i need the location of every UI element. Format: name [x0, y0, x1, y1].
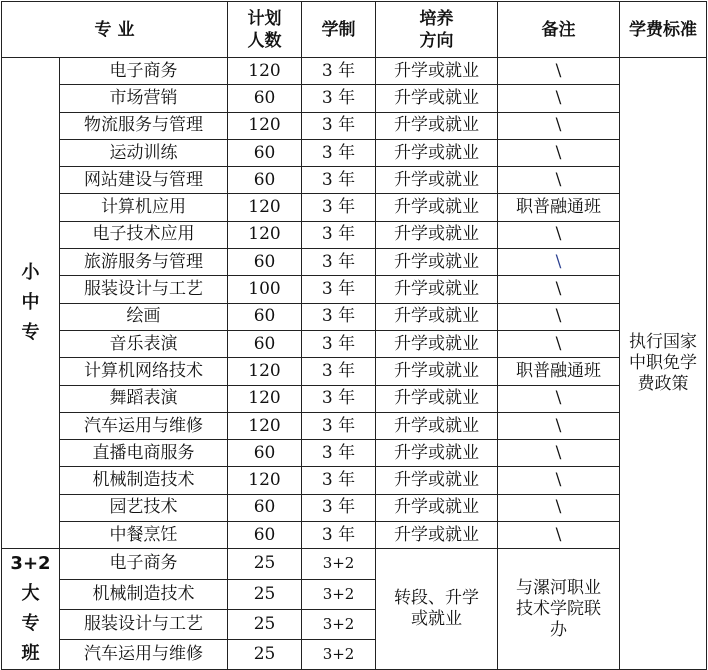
direction-cell: 升学或就业 [376, 385, 498, 412]
direction-cell: 升学或就业 [376, 440, 498, 467]
remark-cell: \ [498, 276, 620, 303]
group-label-college [2, 549, 60, 670]
remark-cell: \ [498, 440, 620, 467]
group-label-char: 3+2 [10, 553, 51, 575]
remark-cell-merged [498, 549, 620, 670]
major-cell: 机械制造技术 [60, 579, 228, 609]
group-label-char: 专 [21, 322, 40, 344]
direction-cell: 升学或就业 [376, 522, 498, 549]
direction-cell-merged [376, 549, 498, 670]
plan-cell: 60 [228, 440, 302, 467]
remark-cell: \ [498, 249, 620, 276]
table-row [2, 385, 707, 412]
direction-cell: 升学或就业 [376, 467, 498, 494]
tuition-cell [620, 58, 707, 670]
remark-line: 技术学院联 [516, 598, 602, 619]
remark-cell: \ [498, 167, 620, 194]
major-cell: 运动训练 [60, 139, 228, 166]
table-row [2, 412, 707, 439]
major-cell: 园艺技术 [60, 494, 228, 521]
plan-cell: 25 [228, 549, 302, 579]
direction-cell: 升学或就业 [376, 303, 498, 330]
remark-cell: \ [498, 330, 620, 357]
enrollment-table [1, 1, 707, 670]
remark-cell: \ [498, 467, 620, 494]
years-cell: 3+2 [302, 549, 376, 579]
years-cell: 3+2 [302, 609, 376, 639]
years-cell: 3 年 [302, 85, 376, 112]
direction-line: 转段、升学 [394, 588, 480, 609]
remark-line: 与漯河职业 [516, 577, 602, 598]
years-cell: 3+2 [302, 579, 376, 609]
direction-cell: 升学或就业 [376, 112, 498, 139]
plan-cell: 25 [228, 609, 302, 639]
plan-cell: 120 [228, 467, 302, 494]
direction-cell: 升学或就业 [376, 194, 498, 221]
table-row [2, 112, 707, 139]
major-cell: 汽车运用与维修 [60, 640, 228, 670]
remark-cell: \ [498, 522, 620, 549]
group-label-char: 中 [21, 292, 40, 314]
group-label-char: 专 [21, 613, 40, 635]
years-cell: 3 年 [302, 167, 376, 194]
years-cell: 3 年 [302, 358, 376, 385]
plan-cell: 25 [228, 579, 302, 609]
plan-cell: 100 [228, 276, 302, 303]
major-cell: 电子技术应用 [60, 221, 228, 248]
table-row [2, 522, 707, 549]
plan-cell: 120 [228, 194, 302, 221]
group-label-secondary [2, 58, 60, 549]
table-row [2, 58, 707, 85]
plan-cell: 120 [228, 412, 302, 439]
group-label-char: 大 [21, 583, 40, 605]
table-row [2, 358, 707, 385]
years-cell: 3 年 [302, 440, 376, 467]
direction-cell: 升学或就业 [376, 139, 498, 166]
table-row [2, 194, 707, 221]
plan-cell: 120 [228, 221, 302, 248]
remark-cell: \ [498, 412, 620, 439]
major-cell: 服装设计与工艺 [60, 609, 228, 639]
tuition-line: 执行国家 [629, 332, 698, 353]
plan-cell: 60 [228, 330, 302, 357]
table-row [2, 139, 707, 166]
major-cell: 绘画 [60, 303, 228, 330]
direction-cell: 升学或就业 [376, 358, 498, 385]
years-cell: 3 年 [302, 412, 376, 439]
major-cell: 计算机应用 [60, 194, 228, 221]
table-row [2, 549, 707, 579]
years-cell: 3 年 [302, 330, 376, 357]
years-cell: 3 年 [302, 385, 376, 412]
years-cell: 3 年 [302, 58, 376, 85]
header-plan-line: 人数 [247, 30, 282, 51]
major-cell: 中餐烹饪 [60, 522, 228, 549]
remark-line: 办 [550, 619, 568, 640]
major-cell: 舞蹈表演 [60, 385, 228, 412]
major-cell: 网站建设与管理 [60, 167, 228, 194]
header-tuition: 学费标准 [620, 2, 707, 58]
years-cell: 3+2 [302, 640, 376, 670]
major-cell: 市场营销 [60, 85, 228, 112]
remark-cell: 职普融通班 [498, 194, 620, 221]
major-cell: 旅游服务与管理 [60, 249, 228, 276]
header-years: 学制 [302, 2, 376, 58]
header-plan [228, 2, 302, 58]
major-cell: 计算机网络技术 [60, 358, 228, 385]
table-row [2, 167, 707, 194]
plan-cell: 60 [228, 249, 302, 276]
group-label-char: 小 [21, 262, 40, 284]
direction-cell: 升学或就业 [376, 58, 498, 85]
plan-cell: 120 [228, 385, 302, 412]
direction-cell: 升学或就业 [376, 249, 498, 276]
direction-cell: 升学或就业 [376, 412, 498, 439]
direction-cell: 升学或就业 [376, 494, 498, 521]
remark-cell: 职普融通班 [498, 358, 620, 385]
header-plan-line: 计划 [247, 8, 282, 29]
plan-cell: 60 [228, 303, 302, 330]
table-row [2, 276, 707, 303]
years-cell: 3 年 [302, 221, 376, 248]
header-direction [376, 2, 498, 58]
plan-cell: 60 [228, 494, 302, 521]
remark-cell: \ [498, 139, 620, 166]
tuition-line: 中职免学 [629, 353, 698, 374]
plan-cell: 120 [228, 58, 302, 85]
direction-cell: 升学或就业 [376, 167, 498, 194]
remark-cell: \ [498, 385, 620, 412]
table-row [2, 85, 707, 112]
direction-cell: 升学或就业 [376, 276, 498, 303]
remark-cell: \ [498, 85, 620, 112]
major-cell: 汽车运用与维修 [60, 412, 228, 439]
table-row [2, 440, 707, 467]
header-direction-line: 方向 [419, 30, 454, 51]
major-cell: 直播电商服务 [60, 440, 228, 467]
plan-cell: 60 [228, 139, 302, 166]
years-cell: 3 年 [302, 467, 376, 494]
group-label-char: 班 [21, 643, 40, 665]
years-cell: 3 年 [302, 194, 376, 221]
tuition-line: 费政策 [637, 374, 689, 395]
major-cell: 机械制造技术 [60, 467, 228, 494]
header-direction-line: 培养 [419, 8, 454, 29]
direction-cell: 升学或就业 [376, 221, 498, 248]
plan-cell: 60 [228, 522, 302, 549]
direction-cell: 升学或就业 [376, 330, 498, 357]
direction-line: 或就业 [411, 609, 463, 630]
major-cell: 电子商务 [60, 58, 228, 85]
plan-cell: 60 [228, 85, 302, 112]
remark-cell: \ [498, 221, 620, 248]
plan-cell: 60 [228, 167, 302, 194]
header-remarks: 备注 [498, 2, 620, 58]
remark-cell: \ [498, 303, 620, 330]
plan-cell: 120 [228, 358, 302, 385]
years-cell: 3 年 [302, 522, 376, 549]
years-cell: 3 年 [302, 276, 376, 303]
years-cell: 3 年 [302, 112, 376, 139]
years-cell: 3 年 [302, 494, 376, 521]
table-row [2, 467, 707, 494]
table-row [2, 330, 707, 357]
plan-cell: 120 [228, 112, 302, 139]
remark-cell: \ [498, 112, 620, 139]
remark-cell: \ [498, 58, 620, 85]
table-row [2, 303, 707, 330]
table-row [2, 249, 707, 276]
major-cell: 音乐表演 [60, 330, 228, 357]
major-cell: 电子商务 [60, 549, 228, 579]
table-row [2, 221, 707, 248]
direction-cell: 升学或就业 [376, 85, 498, 112]
major-cell: 物流服务与管理 [60, 112, 228, 139]
major-cell: 服装设计与工艺 [60, 276, 228, 303]
remark-cell: \ [498, 494, 620, 521]
plan-cell: 25 [228, 640, 302, 670]
table-row [2, 494, 707, 521]
years-cell: 3 年 [302, 139, 376, 166]
header-major: 专 业 [2, 2, 228, 58]
header-row [2, 2, 707, 58]
years-cell: 3 年 [302, 249, 376, 276]
years-cell: 3 年 [302, 303, 376, 330]
